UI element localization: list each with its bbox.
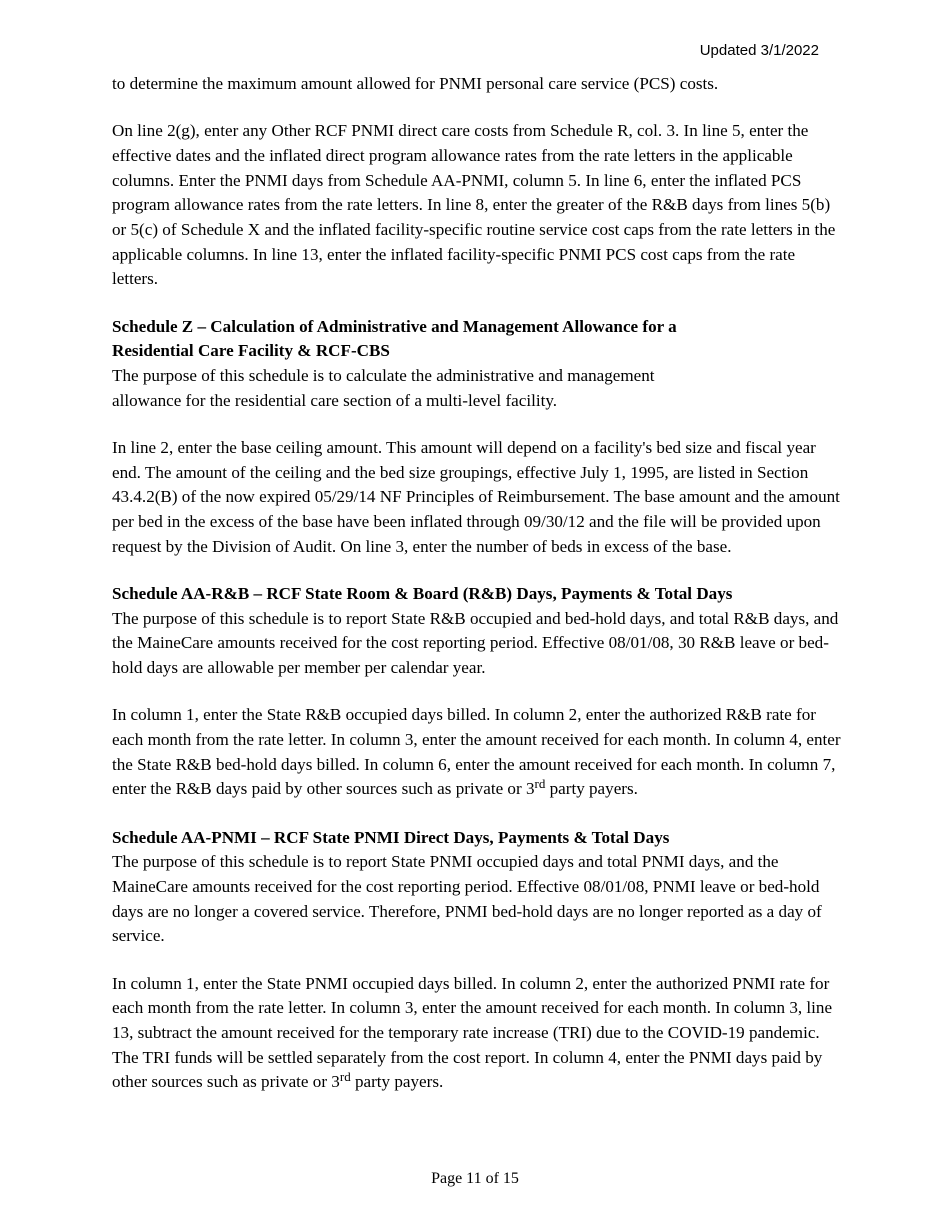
- paragraph-schedule-aa-pnmi-instructions: [112, 972, 842, 1097]
- paragraph-schedule-aa-pnmi-purpose: The purpose of this schedule is to report State PNMI occupied days and total PNMI days, and the MaineCare amounts received for the cost reporting period. Effective 08/01/08, PNMI leave or bed-hold days are no longer a covered service. Therefore, PNMI bed-hold days are no longer reported as a day of service.: [112, 852, 822, 946]
- text-segment: party payers.: [545, 779, 638, 799]
- updated-date: Updated 3/1/2022: [699, 42, 819, 59]
- paragraph-pcs-max: to determine the maximum amount allowed for PNMI personal care service (PCS) costs.: [112, 74, 719, 93]
- text-segment: party payers.: [350, 1072, 444, 1092]
- paragraph-schedule-aa-rb-instructions: [112, 703, 842, 803]
- paragraph-line-instructions: On line 2(g), enter any Other RCF PNMI direct care costs from Schedule R, col. 3. In line 5, enter the effective dates and the inflated direct program allowance rates from the rate letters in the applicable columns. Enter the PNMI days from Schedule AA-PNMI, column 5. In line 6, enter the inflated PCS program allowance rates from the rate letters. In line 8, enter the greater of the R&B days from lines 5(b) or 5(c) of Schedule X and the inflated facility-specific routine service cost caps from the rate letters in the applicable columns. In line 13, enter the inflated facility-specific PNMI PCS cost caps from the rate letters.: [112, 121, 836, 289]
- paragraph-schedule-z-purpose: The purpose of this schedule is to calculate the administrative and management allowance for the residential care section of a multi-level facility.: [112, 366, 655, 410]
- text-segment: In column 1, enter the State R&B occupied days billed. In column 2, enter the authorized R&B rate for each month from the rate letter. In column 3, enter the amount received for each month. In column 4, enter the State R&B bed-hold days billed. In column 6, enter the amount received for each month. In column 7, enter the R&B days paid by other sources such as private or 3: [112, 705, 841, 799]
- document-body: [112, 72, 842, 1096]
- superscript-rd: rd: [339, 1069, 351, 1085]
- page-number: Page 11 of 15: [431, 1170, 519, 1187]
- paragraph-schedule-z-instructions: In line 2, enter the base ceiling amount. This amount will depend on a facility's bed size and fiscal year end. The amount of the ceiling and the bed size groupings, effective July 1, 1995, are listed in Section 43.4.2(B) of the now expired 05/29/14 NF Principles of Reimbursement. The base amount and the amount per bed in the excess of the base have been inflated through 09/30/12 and the file will be provided upon request by the Division of Audit. On line 3, enter the number of beds in excess of the base.: [112, 437, 840, 556]
- heading-schedule-z: Schedule Z – Calculation of Administrative and Management Allowance for a Residential Care Facility & RCF-CBS: [112, 316, 677, 361]
- heading-schedule-aa-pnmi: Schedule AA-PNMI – RCF State PNMI Direct Days, Payments & Total Days: [112, 827, 670, 847]
- text-segment: In column 1, enter the State PNMI occupied days billed. In column 2, enter the authorized PNMI rate for each month from the rate letter. In column 3, enter the amount received for each month. In column 3, line 13, subtract the amount received for the temporary rate increase (TRI) due to the COVID-19 pandemic. The TRI funds will be settled separately from the cost report. In column 4, enter the PNMI days paid by other sources such as private or 3: [112, 973, 833, 1092]
- superscript-rd: rd: [534, 776, 546, 792]
- paragraph-schedule-aa-rb-purpose: The purpose of this schedule is to report State R&B occupied and bed-hold days, and total R&B days, and the MaineCare amounts received for the cost reporting period. Effective 08/01/08, 30 R&B leave or bed- hold days are allowable per member per calendar year.: [112, 608, 839, 678]
- heading-schedule-aa-rb: Schedule AA-R&B – RCF State Room & Board (R&B) Days, Payments & Total Days: [112, 583, 733, 603]
